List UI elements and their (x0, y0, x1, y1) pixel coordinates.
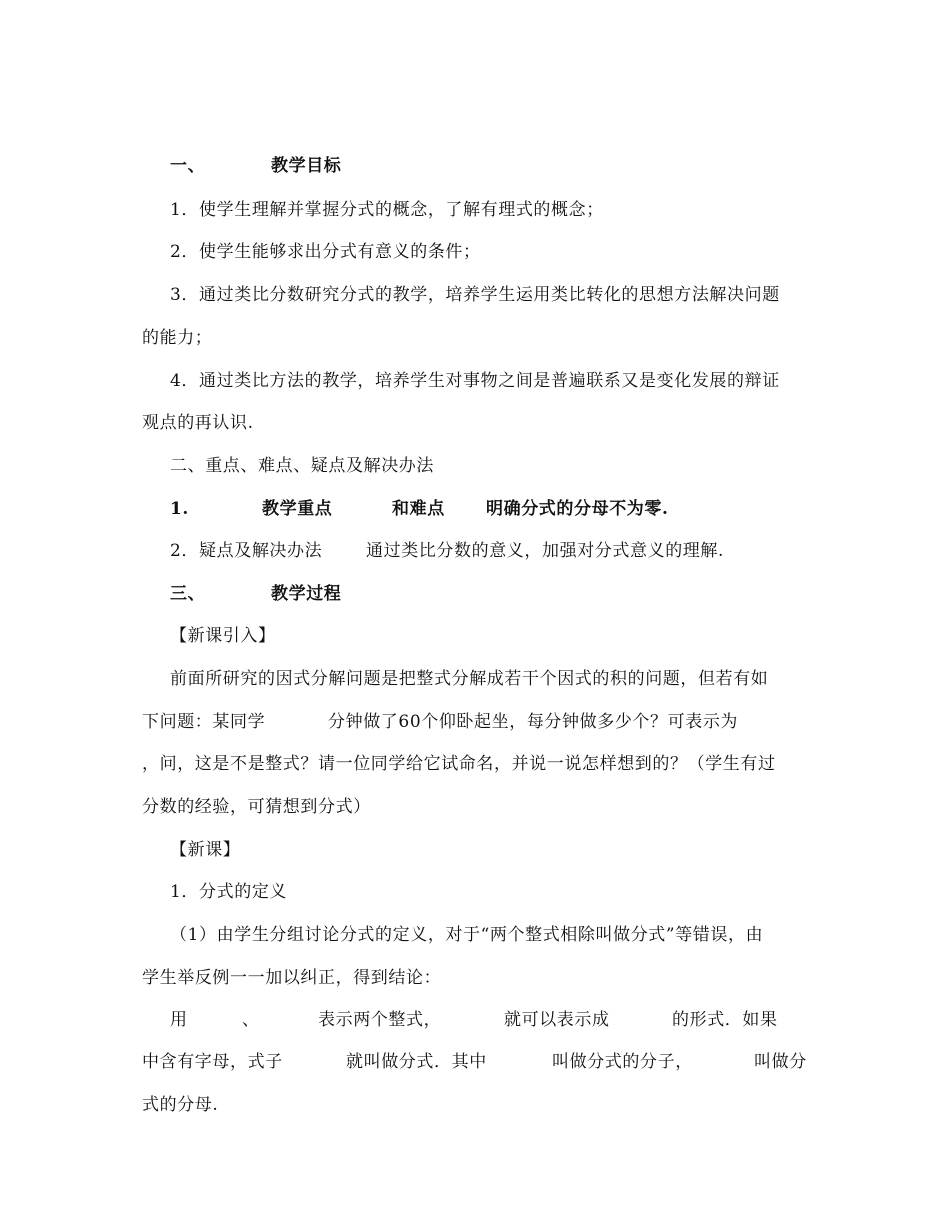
text-segment: 中含有字母，式子 (142, 1052, 283, 1072)
text-segment: 表示两个整式， (318, 1010, 442, 1030)
intro-paragraph-line-4: 分数的经验，可猜想到分式） (142, 797, 371, 817)
text-segment: 、 (242, 1010, 260, 1030)
intro-paragraph-line-3: ，问，这是不是整式？请一位同学给它试命名，并说一说怎样想到的？（学生有过 (142, 754, 776, 774)
text-segment: 的形式．如果 (672, 1010, 778, 1030)
definition-paragraph-line-1: （1）由学生分组讨论分式的定义，对于“两个整式相除叫做分式”等错误，由 (170, 925, 764, 945)
keypoint-label: 2．疑点及解决办法 (170, 541, 323, 561)
subsection-intro-label: 【新课引入】 (170, 626, 276, 646)
keypoint-text: 通过类比分数的意义，加强对分式意义的理解. (366, 541, 725, 561)
text-segment: 用 (170, 1010, 188, 1030)
section-number: 一、 (170, 156, 206, 176)
definition-paragraph-line-5: 式的分母. (142, 1095, 219, 1115)
text-segment: 叫做分式的分子， (552, 1052, 693, 1072)
text-segment: 叫做分 (754, 1052, 807, 1072)
section-title: 教学过程 (271, 584, 342, 604)
definition-paragraph-line-2: 学生举反例一一加以纠正，得到结论： (142, 968, 442, 988)
goal-1: 1．使学生理解并掌握分式的概念，了解有理式的概念； (170, 200, 604, 220)
goal-3-line-2: 的能力； (142, 328, 213, 348)
goal-4-line-1: 4．通过类比方法的教学，培养学生对事物之间是普遍联系又是变化发展的辩证 (170, 371, 780, 391)
keypoint-text: 明确分式的分母不为零. (486, 499, 669, 519)
goal-4-line-2: 观点的再认识. (142, 413, 254, 433)
text-segment: 就可以表示成 (504, 1010, 610, 1030)
definition-heading: 1．分式的定义 (170, 882, 288, 902)
keypoint-number: 1. (170, 499, 189, 519)
keypoint-label-difficulty: 和难点 (392, 499, 445, 519)
text-segment: 下问题：某同学 (142, 712, 266, 732)
keypoint-label-focus: 教学重点 (262, 499, 333, 519)
section-title: 教学目标 (271, 156, 342, 176)
section-number: 三、 (170, 584, 206, 604)
text-segment: 就叫做分式．其中 (346, 1052, 487, 1072)
goal-2: 2．使学生能够求出分式有意义的条件； (170, 242, 481, 262)
subsection-new-label: 【新课】 (170, 840, 241, 860)
goal-3-line-1: 3．通过类比分数研究分式的教学，培养学生运用类比转化的思想方法解决问题 (170, 285, 780, 305)
text-segment: 分钟做了60个仰卧起坐，每分钟做多少个？可表示为 (328, 712, 739, 732)
intro-paragraph-line-1: 前面所研究的因式分解问题是把整式分解成若干个因式的积的问题，但若有如 (170, 669, 769, 689)
section-heading-keypoints: 二、重点、难点、疑点及解决办法 (170, 456, 434, 476)
